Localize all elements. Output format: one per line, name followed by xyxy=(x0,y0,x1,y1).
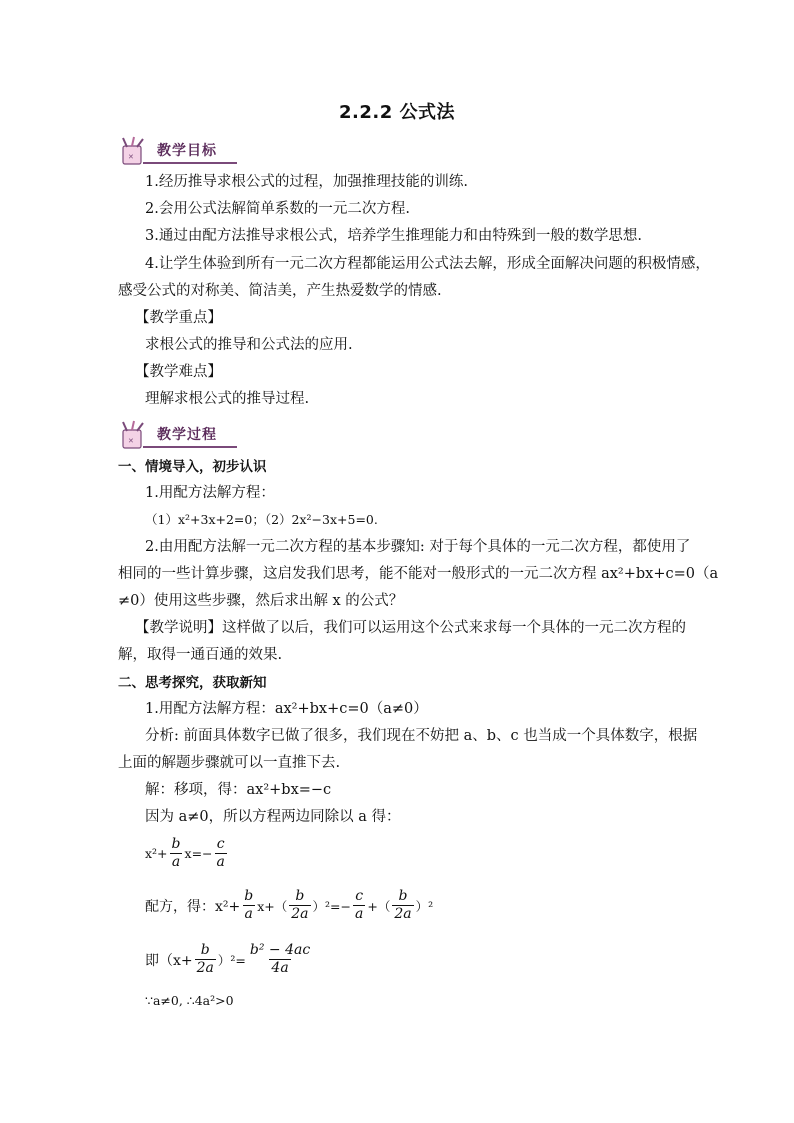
denominator: a xyxy=(216,854,225,870)
eq-text: 即（x+ xyxy=(145,952,193,969)
denominator: 4a xyxy=(271,960,289,976)
solve-line: 解：移项，得：ax²+bx=−c xyxy=(145,782,332,798)
denominator: 2a xyxy=(394,906,412,922)
svg-text:✕: ✕ xyxy=(128,437,134,445)
part1-question-1-equations: （1）x²+3x+2=0；（2）2x²−3x+5=0. xyxy=(145,512,378,527)
part1-question-2-line-1: 2.由用配方法解一元二次方程的基本步骤知: 对于每个具体的一元二次方程，都使用了 xyxy=(145,539,691,555)
eq-text: x=− xyxy=(184,846,213,861)
fraction xyxy=(289,888,310,923)
section-banner-objectives xyxy=(117,136,237,166)
numerator: b xyxy=(244,888,254,904)
banner-underline xyxy=(143,162,237,164)
numerator: c xyxy=(216,836,225,852)
difficulty-label: 【教学难点】 xyxy=(135,364,222,380)
part2-question-1: 1.用配方法解方程：ax²+bx+c=0（a≠0） xyxy=(145,701,428,717)
numerator: b xyxy=(171,836,181,852)
denominator: 2a xyxy=(196,960,214,976)
objective-4: 4.让学生体验到所有一元二次方程都能运用公式法去解，形成全面解决问题的积极情感， xyxy=(145,256,710,272)
eq-text: x²+ xyxy=(145,846,168,861)
section-banner-process xyxy=(117,420,237,450)
eq-text: 配方，得：x²+ xyxy=(145,898,241,915)
analysis-line-2: 上面的解题步骤就可以一直推下去. xyxy=(118,755,341,771)
eq-text: ）²= xyxy=(217,952,246,968)
divide-line: 因为 a≠0，所以方程两边同除以 a 得： xyxy=(145,809,401,825)
fraction xyxy=(215,836,227,871)
denominator: a xyxy=(171,854,181,870)
objective-3: 3.通过由配方法推导求根公式，培养学生推理能力和由特殊到一般的数学思想. xyxy=(145,228,642,244)
banner-label: 教学目标 xyxy=(157,143,217,159)
banner-underline xyxy=(143,446,237,448)
eq-text: x+（ xyxy=(257,898,288,914)
fraction xyxy=(242,888,255,923)
denominator: 2a xyxy=(291,906,309,922)
equation-3 xyxy=(145,942,314,977)
teaching-note-line-2: 解，取得一通百通的效果. xyxy=(118,647,283,663)
numerator: b² − 4ac xyxy=(249,942,311,958)
part1-question-2-line-2: 相同的一些计算步骤，这启发我们思考，能不能对一般形式的一元二次方程 ax²+bx+c=0（a xyxy=(118,566,719,582)
equation-1 xyxy=(145,836,229,871)
eq-text: +（ xyxy=(367,898,391,914)
denominator: a xyxy=(244,906,253,922)
objective-2: 2.会用公式法解简单系数的一元二次方程. xyxy=(145,201,410,217)
objective-1: 1.经历推导求根公式的过程，加强推理技能的训练. xyxy=(145,174,468,190)
teaching-note-line-1: 【教学说明】这样做了以后，我们可以运用这个公式来求每一个具体的一元二次方程的 xyxy=(135,620,686,636)
difficulty: 理解求根公式的推导过程. xyxy=(145,391,310,407)
numerator: b xyxy=(295,888,305,904)
part1-question-1: 1.用配方法解方程： xyxy=(145,485,275,501)
denominator: a xyxy=(354,906,364,922)
part1-heading: 一、情境导入，初步认识 xyxy=(118,459,267,475)
eq-text: ）² xyxy=(415,898,434,914)
fraction xyxy=(353,888,365,923)
fraction xyxy=(170,836,183,871)
part2-heading: 二、思考探究，获取新知 xyxy=(118,675,267,691)
banner-label: 教学过程 xyxy=(157,427,217,443)
objective-4-cont: 感受公式的对称美、简洁美，产生热爱数学的情感. xyxy=(118,283,442,299)
numerator: b xyxy=(398,888,408,904)
page-title: 2.2.2 公式法 xyxy=(339,102,456,123)
fraction xyxy=(392,888,413,923)
since-line: ∵a≠0, ∴4a²>0 xyxy=(145,993,234,1008)
key-point-label: 【教学重点】 xyxy=(135,310,222,326)
fraction xyxy=(195,942,216,977)
svg-text:✕: ✕ xyxy=(128,153,134,161)
analysis-line-1: 分析: 前面具体数字已做了很多，我们现在不妨把 a、b、c 也当成一个具体数字，根据 xyxy=(145,728,698,744)
numerator: b xyxy=(200,942,210,958)
eq-text: ）²=− xyxy=(312,898,351,914)
key-point: 求根公式的推导和公式法的应用. xyxy=(145,337,353,353)
fraction xyxy=(248,942,312,977)
numerator: c xyxy=(355,888,364,904)
equation-2 xyxy=(145,888,433,923)
part1-question-2-line-3: ≠0）使用这些步骤，然后求出解 x 的公式？ xyxy=(118,593,404,609)
